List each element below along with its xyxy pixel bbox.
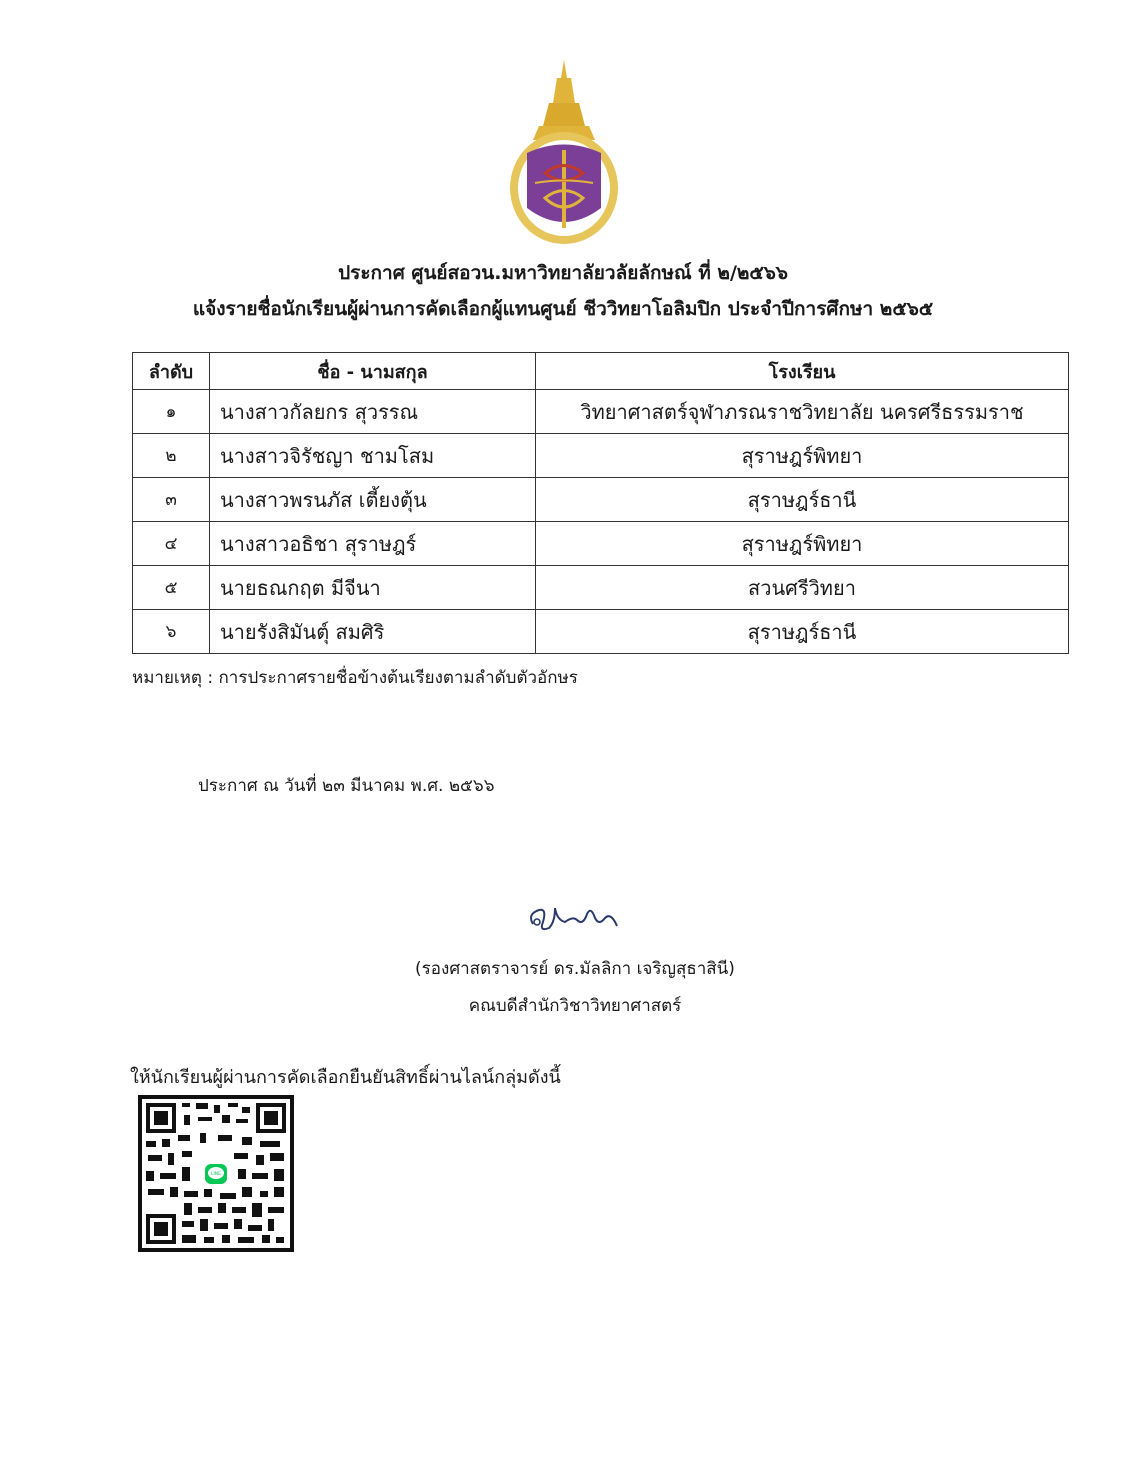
announcement-date: ประกาศ ณ วันที่ ๒๓ มีนาคม พ.ศ. ๒๕๖๖	[198, 776, 495, 796]
table-row	[133, 610, 1069, 654]
table-note: หมายเหตุ : การประกาศรายชื่อข้างต้นเรียงตามลำดับตัวอักษร	[132, 668, 578, 688]
header-school: โรงเรียน	[536, 353, 1069, 390]
university-emblem-logo	[505, 58, 623, 248]
student-name: นายธณกฤต มีจีนา	[210, 566, 536, 610]
student-name: นายรังสิมันต์ุ สมศิริ	[210, 610, 536, 654]
school-name: สุราษฎร์ธานี	[536, 610, 1069, 654]
svg-text:LINE: LINE	[210, 1172, 222, 1177]
student-name: นางสาวจิรัชญา ชามโสม	[210, 434, 536, 478]
student-name: นางสาวพรนภัส เตี้ยงตุ้น	[210, 478, 536, 522]
row-number: ๔	[133, 522, 210, 566]
student-list-table	[132, 352, 1069, 654]
table-row	[133, 434, 1069, 478]
school-name: สุราษฎร์พิทยา	[536, 434, 1069, 478]
signer-position: คณบดีสำนักวิชาวิทยาศาสตร์	[468, 996, 682, 1016]
row-number: ๑	[133, 390, 210, 434]
row-number: ๖	[133, 610, 210, 654]
student-name: นางสาวอธิชา สุราษฎร์	[210, 522, 536, 566]
table-row	[133, 390, 1069, 434]
table-row	[133, 566, 1069, 610]
table-header-row	[133, 353, 1069, 390]
header-name: ชื่อ - นามสกุล	[210, 353, 536, 390]
announcement-subtitle: แจ้งรายชื่อนักเรียนผู้ผ่านการคัดเลือกผู้แทนศูนย์ ชีววิทยาโอลิมปิก ประจำปีการศึกษา ๒๕๖๕	[192, 298, 934, 320]
table-row	[133, 522, 1069, 566]
row-number: ๕	[133, 566, 210, 610]
table-row	[133, 478, 1069, 522]
signature	[525, 892, 625, 938]
student-name: นางสาวกัลยกร สุวรรณ	[210, 390, 536, 434]
school-name: สุราษฎร์ธานี	[536, 478, 1069, 522]
row-number: ๒	[133, 434, 210, 478]
announcement-title: ประกาศ ศูนย์สอวน.มหาวิทยาลัยวลัยลักษณ์ ที่ ๒/๒๕๖๖	[338, 262, 788, 284]
school-name: สวนศรีวิทยา	[536, 566, 1069, 610]
line-qr-code-icon[interactable]	[138, 1095, 294, 1252]
header-number: ลำดับ	[133, 353, 210, 390]
line-group-instruction: ให้นักเรียนผู้ผ่านการคัดเลือกยืนยันสิทธิ์ผ่านไลน์กลุ่มดังนี้	[130, 1067, 561, 1088]
school-name: วิทยาศาสตร์จุฬาภรณราชวิทยาลัย นครศรีธรรมราช	[536, 390, 1069, 434]
school-name: สุราษฎร์พิทยา	[536, 522, 1069, 566]
signer-name: (รองศาสตราจารย์ ดร.มัลลิกา เจริญสุธาสินี)	[415, 959, 735, 979]
row-number: ๓	[133, 478, 210, 522]
